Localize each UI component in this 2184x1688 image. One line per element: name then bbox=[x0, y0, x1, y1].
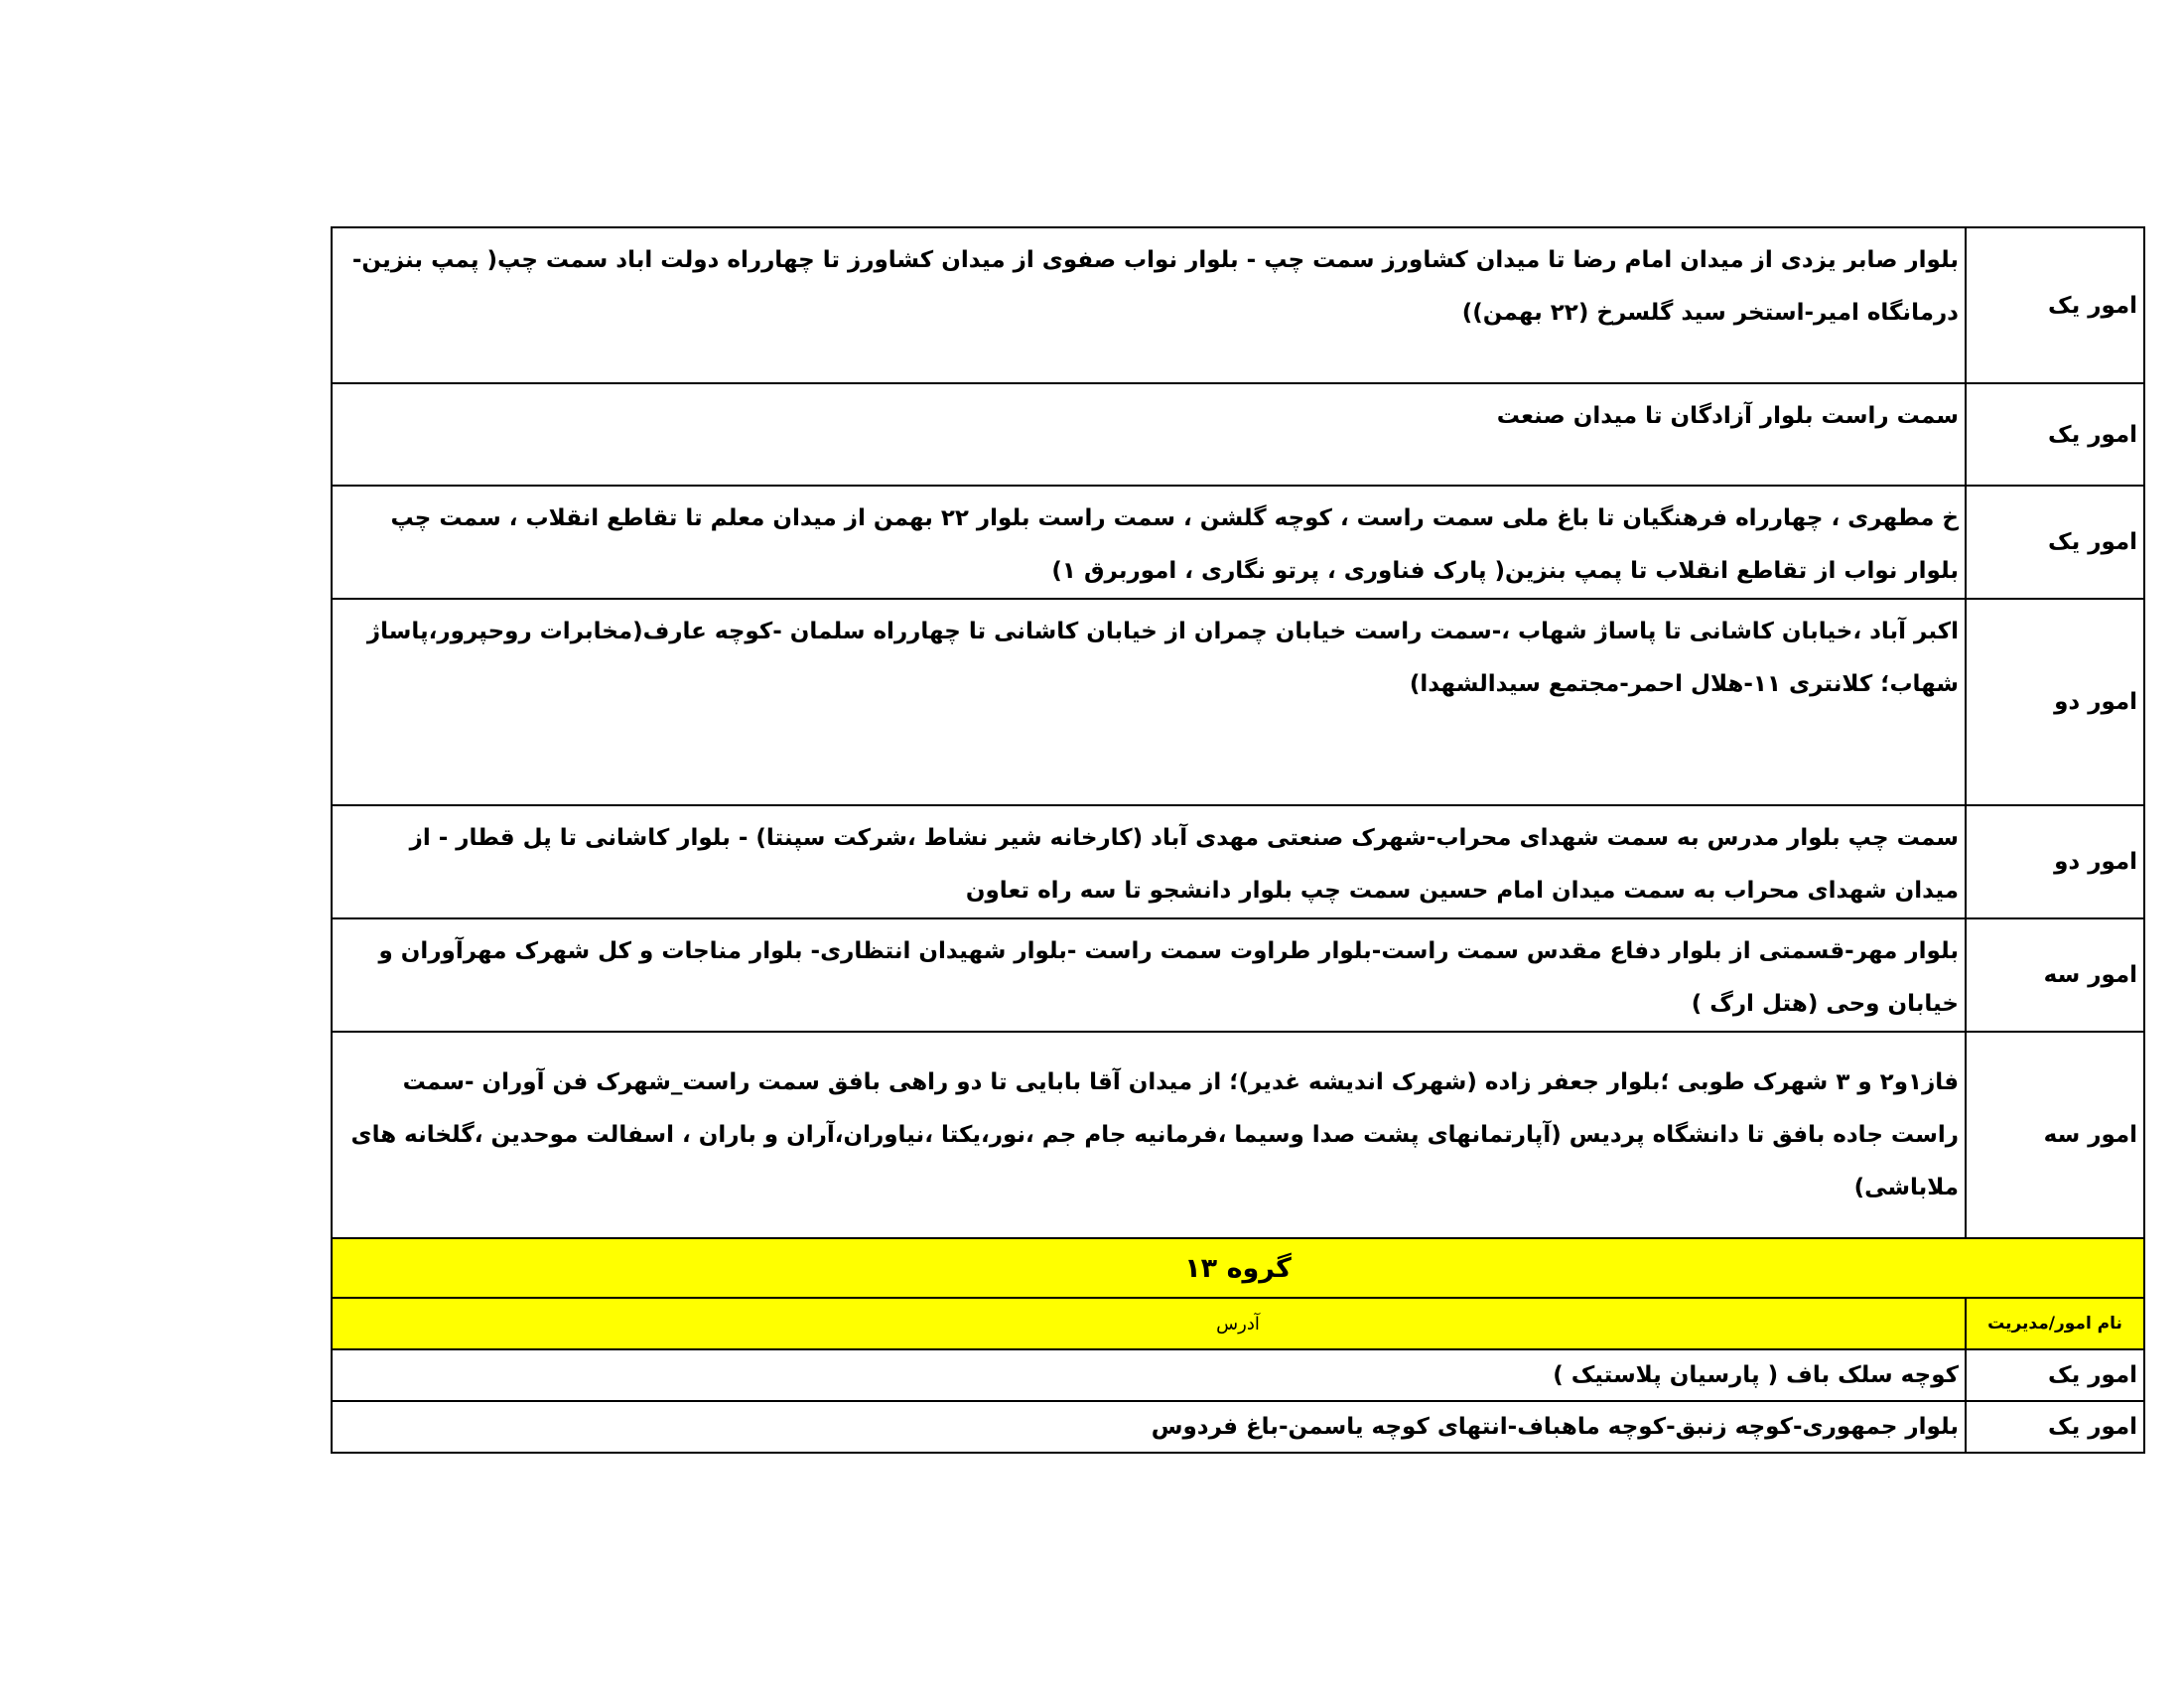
address-cell bbox=[332, 1032, 1966, 1238]
address-text: کوچه سلک باف ( پارسیان پلاستیک ) bbox=[1553, 1362, 1959, 1388]
table-row bbox=[332, 1349, 2144, 1401]
table-row bbox=[332, 918, 2144, 1032]
address-cell bbox=[332, 918, 1966, 1032]
address-text: بلوار صابر یزدی از میدان امام رضا تا میدان کشاورز سمت چپ - بلوار نواب صفوی از میدان کشاورز تا چهارراه دولت اباد سمت چپ( پمپ بنزین-درمانگاه امیر-استخر سید گلسرخ (۲۲ بهمن)) bbox=[351, 247, 1959, 326]
table-row bbox=[332, 383, 2144, 486]
table-row bbox=[332, 486, 2144, 599]
table-row bbox=[332, 805, 2144, 918]
group-title-row bbox=[332, 1238, 2144, 1298]
department-cell: امور سه bbox=[1966, 1032, 2144, 1238]
header-department: نام امور/مدیریت bbox=[1966, 1298, 2144, 1349]
address-cell bbox=[332, 383, 1966, 486]
department-cell: امور دو bbox=[1966, 805, 2144, 918]
department-cell: امور یک bbox=[1966, 1349, 2144, 1401]
address-cell bbox=[332, 805, 1966, 918]
address-cell bbox=[332, 486, 1966, 599]
department-cell: امور یک bbox=[1966, 383, 2144, 486]
address-cell bbox=[332, 1349, 1966, 1401]
address-cell bbox=[332, 599, 1966, 805]
address-text: سمت چپ بلوار مدرس به سمت شهدای محراب-شهرک صنعتی مهدی آباد (کارخانه شیر نشاط ،شرکت سپنتا) - بلوار کاشانی تا پل قطار - از میدان شهدای محراب به سمت میدان امام حسین سمت چپ بلوار دانشجو تا سه راه تعاون bbox=[409, 825, 1959, 904]
address-text: خ مطهری ، چهارراه فرهنگیان تا باغ ملی سمت راست ، کوچه گلشن ، سمت راست بلوار ۲۲ بهمن از میدان معلم تا تقاطع انقلاب ، سمت چپ بلوار نواب از تقاطع انقلاب تا پمپ بنزین( پارک فناوری ، پرتو نگاری ، اموربرق ۱) bbox=[390, 505, 1959, 584]
group-title: گروه ۱۳ bbox=[332, 1238, 2144, 1298]
department-cell: امور یک bbox=[1966, 486, 2144, 599]
department-cell: امور یک bbox=[1966, 1401, 2144, 1453]
header-address: آدرس bbox=[332, 1298, 1966, 1349]
group-header-row bbox=[332, 1298, 2144, 1349]
table-row bbox=[332, 227, 2144, 383]
department-cell: امور یک bbox=[1966, 227, 2144, 383]
address-text: بلوار مهر-قسمتی از بلوار دفاع مقدس سمت راست-بلوار طراوت سمت راست -بلوار شهیدان انتظاری- بلوار مناجات و کل شهرک مهرآوران و خیابان وحی (هتل ارگ ) bbox=[378, 938, 1959, 1017]
table-row bbox=[332, 1401, 2144, 1453]
address-text: فاز۱و۲ و ۳ شهرک طوبی ؛بلوار جعفر زاده (شهرک اندیشه غدیر)؛ از میدان آقا بابایی تا دو راهی بافق سمت راست_شهرک فن آوران -سمت راست جاده بافق تا دانشگاه پردیس (آپارتمانهای پشت صدا وسیما ،فرمانیه جام جم ،نور،یکتا ،نیاوران،آران و باران ، اسفالت موحدین ،گلخانه های ملاباشی) bbox=[350, 1068, 1959, 1200]
table-row bbox=[332, 1032, 2144, 1238]
address-cell bbox=[332, 227, 1966, 383]
address-text: اکبر آباد ،خیابان کاشانی تا پاساژ شهاب ،-سمت راست خیابان چمران از خیابان کاشانی تا چهارراه سلمان -کوچه عارف(مخابرات روحپرور،پاساژ شهاب؛ کلانتری ۱۱-هلال احمر-مجتمع سیدالشهدا) bbox=[366, 619, 1959, 697]
department-cell: امور دو bbox=[1966, 599, 2144, 805]
address-table bbox=[331, 226, 2145, 1454]
table-row bbox=[332, 599, 2144, 805]
address-cell bbox=[332, 1401, 1966, 1453]
address-text: بلوار جمهوری-کوچه زنبق-کوچه ماهباف-انتهای کوچه یاسمن-باغ فردوس bbox=[1151, 1414, 1959, 1440]
address-text: سمت راست بلوار آزادگان تا میدان صنعت bbox=[1496, 403, 1959, 429]
department-cell: امور سه bbox=[1966, 918, 2144, 1032]
